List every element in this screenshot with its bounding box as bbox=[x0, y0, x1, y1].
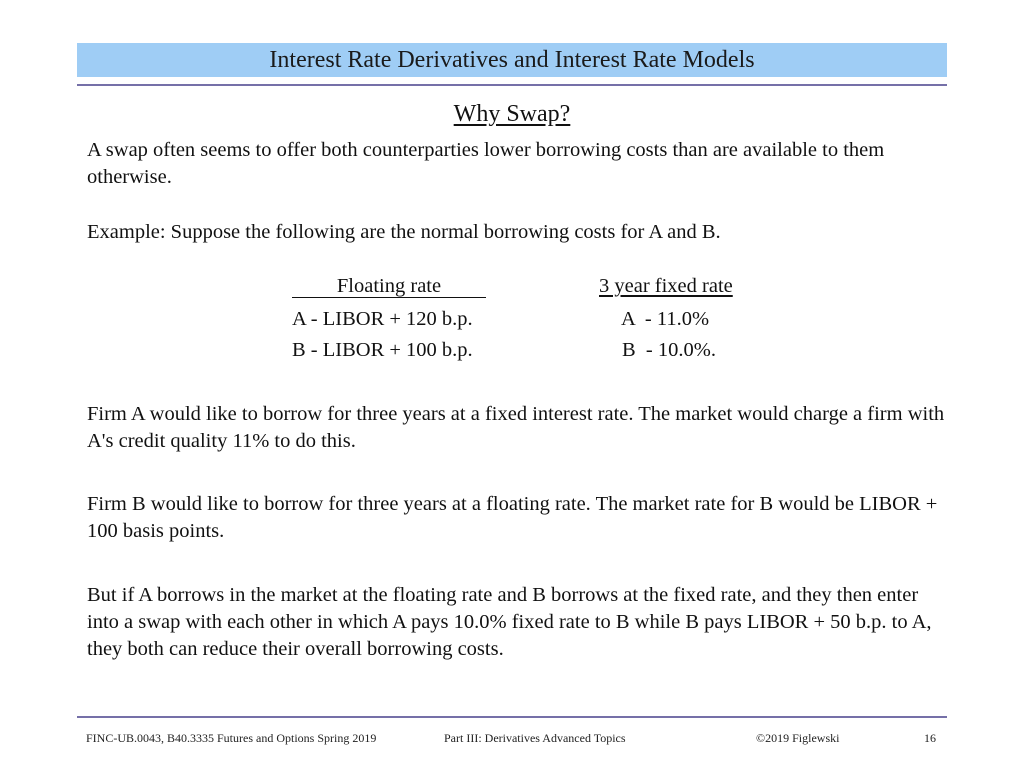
footer-copyright: ©2019 Figlewski bbox=[756, 731, 840, 745]
fixed-rate-header: 3 year fixed rate bbox=[599, 275, 733, 297]
example-paragraph: Example: Suppose the following are the normal borrowing costs for A and B. bbox=[87, 221, 721, 243]
firm-b-fixed-rate: B - 10.0%. bbox=[622, 339, 716, 361]
intro-paragraph: A swap often seems to offer both counterparties lower borrowing costs than are available to them otherwise. bbox=[87, 139, 885, 188]
firm-b-floating-rate: B - LIBOR + 100 b.p. bbox=[292, 339, 473, 361]
footer-part: Part III: Derivatives Advanced Topics bbox=[444, 731, 626, 745]
firm-a-paragraph: Firm A would like to borrow for three years at a fixed interest rate. The market would charge a firm with A's credit quality 11% to do this. bbox=[87, 403, 945, 452]
page-number: 16 bbox=[924, 731, 936, 745]
firm-a-fixed-rate: A - 11.0% bbox=[621, 308, 710, 330]
footer-course: FINC-UB.0043, B40.3335 Futures and Options Spring 2019 bbox=[86, 731, 377, 745]
slide-heading bbox=[0, 101, 1024, 128]
firm-a-floating-rate: A - LIBOR + 120 b.p. bbox=[292, 308, 473, 330]
firm-b-paragraph: Firm B would like to borrow for three years at a floating rate. The market rate for B would be LIBOR + 100 basis points. bbox=[87, 493, 938, 542]
footer-divider bbox=[77, 716, 947, 718]
conclusion-paragraph: But if A borrows in the market at the floating rate and B borrows at the fixed rate, and they then enter into a swap with each other in which A pays 10.0% fixed rate to B while B pays LIBOR + 50 b.p. to A, they both can reduce their overall borrowing costs. bbox=[87, 584, 932, 660]
heading-text: Why Swap? bbox=[453, 101, 571, 127]
floating-rate-header: Floating rate bbox=[292, 272, 486, 298]
header-divider bbox=[77, 84, 947, 86]
slide-title: Interest Rate Derivatives and Interest Rate Models bbox=[269, 46, 755, 73]
slide-title-banner bbox=[77, 43, 947, 77]
borrowing-cost-table bbox=[0, 272, 1024, 372]
